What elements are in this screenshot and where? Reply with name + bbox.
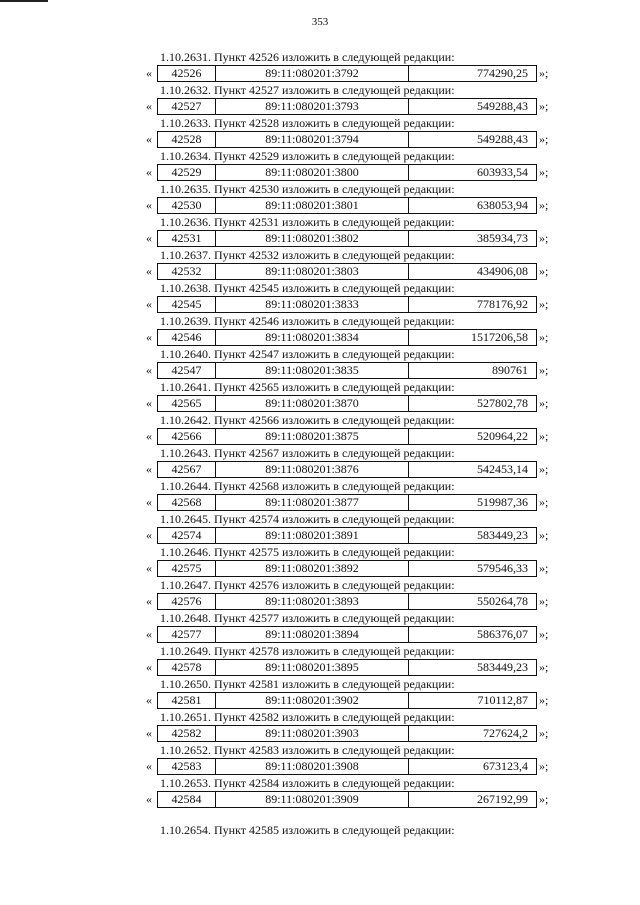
entry-heading: 1.10.2642. Пункт 42566 изложить в следующей редакции:	[160, 413, 455, 427]
closing-quote: »;	[539, 759, 549, 773]
entry-heading: 1.10.2648. Пункт 42577 изложить в следующей редакции:	[160, 611, 455, 625]
entry-heading: 1.10.2632. Пункт 42527 изложить в следующей редакции:	[160, 83, 455, 97]
item-number-cell: 42565	[158, 396, 216, 411]
cadastral-number-cell: 89:11:080201:3870	[216, 396, 409, 411]
opening-quote: «	[146, 231, 152, 245]
value-cell: 778176,92	[477, 297, 528, 311]
value-cell: 1517206,58	[471, 330, 528, 344]
entry-table	[157, 692, 537, 709]
entry-heading: 1.10.2636. Пункт 42531 изложить в следующей редакции:	[160, 215, 455, 229]
entry-row	[0, 659, 640, 676]
entry-table	[157, 197, 537, 214]
value-cell: 586376,07	[477, 627, 528, 641]
amendment-entry	[0, 412, 640, 445]
item-number-cell: 42531	[158, 231, 216, 246]
entry-heading: 1.10.2652. Пункт 42583 изложить в следующей редакции:	[160, 743, 455, 757]
closing-quote: »;	[539, 132, 549, 146]
entry-heading: 1.10.2649. Пункт 42578 изложить в следующей редакции:	[160, 644, 455, 658]
cadastral-number-cell: 89:11:080201:3894	[216, 627, 409, 642]
value-cell: 542453,14	[477, 462, 528, 476]
cadastral-number-cell: 89:11:080201:3877	[216, 495, 409, 510]
value-cell: 527802,78	[477, 396, 528, 410]
entry-heading: 1.10.2644. Пункт 42568 изложить в следующей редакции:	[160, 479, 455, 493]
amendment-entry	[0, 643, 640, 676]
entry-heading: 1.10.2635. Пункт 42530 изложить в следующей редакции:	[160, 182, 455, 196]
entry-row	[0, 131, 640, 148]
entry-row	[0, 758, 640, 775]
item-number-cell: 42566	[158, 429, 216, 444]
cadastral-number-cell: 89:11:080201:3903	[216, 726, 409, 741]
entry-row	[0, 65, 640, 82]
entry-table	[157, 164, 537, 181]
entry-table	[157, 560, 537, 577]
item-number-cell: 42547	[158, 363, 216, 378]
entry-row	[0, 725, 640, 742]
opening-quote: «	[146, 396, 152, 410]
opening-quote: «	[146, 660, 152, 674]
amendment-entry	[0, 577, 640, 610]
value-cell: 549288,43	[477, 99, 528, 113]
entry-table	[157, 329, 537, 346]
value-cell: 549288,43	[477, 132, 528, 146]
amendment-entry	[0, 676, 640, 709]
entry-row	[0, 329, 640, 346]
page-number: 353	[311, 16, 329, 28]
closing-quote: »;	[539, 264, 549, 278]
amendment-entry	[0, 346, 640, 379]
cadastral-number-cell: 89:11:080201:3793	[216, 99, 409, 114]
entry-heading: 1.10.2647. Пункт 42576 изложить в следующей редакции:	[160, 578, 455, 592]
cadastral-number-cell: 89:11:080201:3834	[216, 330, 409, 345]
opening-quote: «	[146, 693, 152, 707]
entry-row	[0, 626, 640, 643]
entry-row	[0, 197, 640, 214]
entry-table	[157, 428, 537, 445]
entry-row	[0, 593, 640, 610]
entry-table	[157, 494, 537, 511]
cadastral-number-cell: 89:11:080201:3891	[216, 528, 409, 543]
cadastral-number-cell: 89:11:080201:3835	[216, 363, 409, 378]
final-heading: 1.10.2654. Пункт 42585 изложить в следующей редакции:	[160, 823, 455, 837]
amendment-entry	[0, 379, 640, 412]
entry-row	[0, 98, 640, 115]
closing-quote: »;	[539, 594, 549, 608]
amendment-entry	[0, 511, 640, 544]
entry-table	[157, 296, 537, 313]
closing-quote: »;	[539, 198, 549, 212]
amendment-entry	[0, 610, 640, 643]
value-cell: 519987,36	[477, 495, 528, 509]
cadastral-number-cell: 89:11:080201:3893	[216, 594, 409, 609]
closing-quote: »;	[539, 660, 549, 674]
closing-quote: »;	[539, 462, 549, 476]
closing-quote: »;	[539, 429, 549, 443]
amendment-entry	[0, 247, 640, 280]
opening-quote: «	[146, 429, 152, 443]
entry-row	[0, 230, 640, 247]
closing-quote: »;	[539, 693, 549, 707]
entry-table	[157, 626, 537, 643]
entry-row	[0, 692, 640, 709]
entry-table	[157, 98, 537, 115]
entry-table	[157, 758, 537, 775]
closing-quote: »;	[539, 330, 549, 344]
value-cell: 550264,78	[477, 594, 528, 608]
entry-heading: 1.10.2650. Пункт 42581 изложить в следующей редакции:	[160, 677, 455, 691]
closing-quote: »;	[539, 66, 549, 80]
corner-rule	[0, 0, 48, 2]
entry-table	[157, 65, 537, 82]
amendment-entry	[0, 49, 640, 82]
value-cell: 774290,25	[477, 66, 528, 80]
item-number-cell: 42574	[158, 528, 216, 543]
opening-quote: «	[146, 132, 152, 146]
entry-heading: 1.10.2651. Пункт 42582 изложить в следующей редакции:	[160, 710, 455, 724]
entry-table	[157, 395, 537, 412]
value-cell: 267192,99	[477, 792, 528, 806]
item-number-cell: 42532	[158, 264, 216, 279]
opening-quote: «	[146, 330, 152, 344]
closing-quote: »;	[539, 99, 549, 113]
value-cell: 583449,23	[477, 660, 528, 674]
item-number-cell: 42578	[158, 660, 216, 675]
item-number-cell: 42581	[158, 693, 216, 708]
entry-table	[157, 725, 537, 742]
closing-quote: »;	[539, 231, 549, 245]
entry-heading: 1.10.2645. Пункт 42574 изложить в следующей редакции:	[160, 512, 455, 526]
entry-row	[0, 395, 640, 412]
value-cell: 673123,4	[483, 759, 528, 773]
item-number-cell: 42568	[158, 495, 216, 510]
amendment-entry	[0, 313, 640, 346]
entry-table	[157, 461, 537, 478]
amendment-entry	[0, 181, 640, 214]
cadastral-number-cell: 89:11:080201:3803	[216, 264, 409, 279]
item-number-cell: 42583	[158, 759, 216, 774]
cadastral-number-cell: 89:11:080201:3801	[216, 198, 409, 213]
item-number-cell: 42545	[158, 297, 216, 312]
entry-heading: 1.10.2639. Пункт 42546 изложить в следующей редакции:	[160, 314, 455, 328]
item-number-cell: 42528	[158, 132, 216, 147]
entry-row	[0, 428, 640, 445]
value-cell: 385934,73	[477, 231, 528, 245]
entry-row	[0, 527, 640, 544]
cadastral-number-cell: 89:11:080201:3876	[216, 462, 409, 477]
opening-quote: «	[146, 726, 152, 740]
value-cell: 583449,23	[477, 528, 528, 542]
entry-heading: 1.10.2631. Пункт 42526 изложить в следующей редакции:	[160, 50, 455, 64]
closing-quote: »;	[539, 792, 549, 806]
cadastral-number-cell: 89:11:080201:3875	[216, 429, 409, 444]
amendment-entry	[0, 742, 640, 775]
entry-table	[157, 362, 537, 379]
opening-quote: «	[146, 462, 152, 476]
opening-quote: «	[146, 627, 152, 641]
entry-heading: 1.10.2643. Пункт 42567 изложить в следующей редакции:	[160, 446, 455, 460]
entry-table	[157, 131, 537, 148]
amendment-entry	[0, 148, 640, 181]
opening-quote: «	[146, 297, 152, 311]
entry-heading: 1.10.2641. Пункт 42565 изложить в следующей редакции:	[160, 380, 455, 394]
amendment-entry	[0, 214, 640, 247]
cadastral-number-cell: 89:11:080201:3794	[216, 132, 409, 147]
opening-quote: «	[146, 495, 152, 509]
cadastral-number-cell: 89:11:080201:3909	[216, 792, 409, 807]
closing-quote: »;	[539, 165, 549, 179]
entry-row	[0, 296, 640, 313]
entry-row	[0, 494, 640, 511]
entry-heading: 1.10.2653. Пункт 42584 изложить в следующей редакции:	[160, 776, 455, 790]
item-number-cell: 42584	[158, 792, 216, 807]
cadastral-number-cell: 89:11:080201:3895	[216, 660, 409, 675]
closing-quote: »;	[539, 363, 549, 377]
entry-row	[0, 164, 640, 181]
value-cell: 710112,87	[477, 693, 528, 707]
amendment-entry	[0, 280, 640, 313]
opening-quote: «	[146, 594, 152, 608]
item-number-cell: 42526	[158, 66, 216, 81]
cadastral-number-cell: 89:11:080201:3800	[216, 165, 409, 180]
value-cell: 520964,22	[477, 429, 528, 443]
cadastral-number-cell: 89:11:080201:3892	[216, 561, 409, 576]
opening-quote: «	[146, 363, 152, 377]
entry-heading: 1.10.2640. Пункт 42547 изложить в следующей редакции:	[160, 347, 455, 361]
cadastral-number-cell: 89:11:080201:3802	[216, 231, 409, 246]
item-number-cell: 42576	[158, 594, 216, 609]
entry-table	[157, 593, 537, 610]
entry-heading: 1.10.2634. Пункт 42529 изложить в следующей редакции:	[160, 149, 455, 163]
closing-quote: »;	[539, 528, 549, 542]
closing-quote: »;	[539, 726, 549, 740]
item-number-cell: 42527	[158, 99, 216, 114]
item-number-cell: 42577	[158, 627, 216, 642]
value-cell: 434906,08	[477, 264, 528, 278]
item-number-cell: 42575	[158, 561, 216, 576]
item-number-cell: 42567	[158, 462, 216, 477]
entry-heading: 1.10.2633. Пункт 42528 изложить в следующей редакции:	[160, 116, 455, 130]
opening-quote: «	[146, 66, 152, 80]
entry-table	[157, 263, 537, 280]
opening-quote: «	[146, 759, 152, 773]
entry-heading: 1.10.2637. Пункт 42532 изложить в следующей редакции:	[160, 248, 455, 262]
value-cell: 638053,94	[477, 198, 528, 212]
entry-table	[157, 791, 537, 808]
closing-quote: »;	[539, 297, 549, 311]
entry-row	[0, 461, 640, 478]
value-cell: 603933,54	[477, 165, 528, 179]
cadastral-number-cell: 89:11:080201:3792	[216, 66, 409, 81]
opening-quote: «	[146, 198, 152, 212]
item-number-cell: 42530	[158, 198, 216, 213]
closing-quote: »;	[539, 561, 549, 575]
item-number-cell: 42582	[158, 726, 216, 741]
cadastral-number-cell: 89:11:080201:3833	[216, 297, 409, 312]
amendment-entry	[0, 115, 640, 148]
entry-row	[0, 791, 640, 808]
item-number-cell: 42529	[158, 165, 216, 180]
entry-row	[0, 560, 640, 577]
entry-row	[0, 263, 640, 280]
entry-table	[157, 230, 537, 247]
amendment-entry	[0, 544, 640, 577]
cadastral-number-cell: 89:11:080201:3902	[216, 693, 409, 708]
closing-quote: »;	[539, 627, 549, 641]
value-cell: 727624,2	[483, 726, 528, 740]
opening-quote: «	[146, 99, 152, 113]
entry-row	[0, 362, 640, 379]
entry-table	[157, 527, 537, 544]
value-cell: 890761	[492, 363, 528, 377]
item-number-cell: 42546	[158, 330, 216, 345]
opening-quote: «	[146, 264, 152, 278]
amendment-entry	[0, 445, 640, 478]
value-cell: 579546,33	[477, 561, 528, 575]
opening-quote: «	[146, 792, 152, 806]
document-body	[0, 49, 640, 808]
closing-quote: »;	[539, 396, 549, 410]
amendment-entry	[0, 709, 640, 742]
opening-quote: «	[146, 561, 152, 575]
entry-heading: 1.10.2638. Пункт 42545 изложить в следующей редакции:	[160, 281, 455, 295]
opening-quote: «	[146, 165, 152, 179]
amendment-entry	[0, 478, 640, 511]
entry-heading: 1.10.2646. Пункт 42575 изложить в следующей редакции:	[160, 545, 455, 559]
cadastral-number-cell: 89:11:080201:3908	[216, 759, 409, 774]
amendment-entry	[0, 82, 640, 115]
amendment-entry	[0, 775, 640, 808]
entry-table	[157, 659, 537, 676]
closing-quote: »;	[539, 495, 549, 509]
opening-quote: «	[146, 528, 152, 542]
